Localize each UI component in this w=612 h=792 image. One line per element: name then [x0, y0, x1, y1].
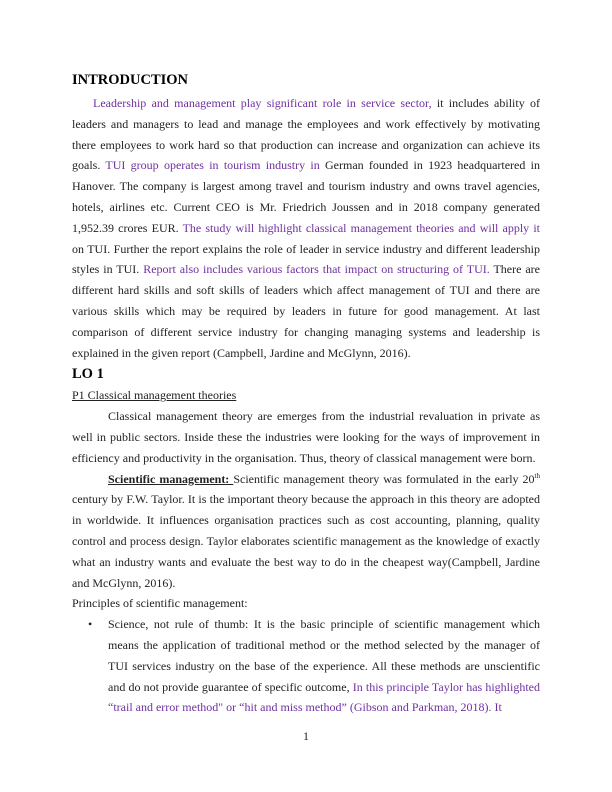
superscript: th	[534, 471, 540, 480]
bullet-icon: •	[88, 617, 93, 632]
highlighted-text: Report also includes various factors that impact on structuring of TUI.	[143, 262, 490, 277]
list-item	[72, 614, 540, 718]
principles-list	[72, 614, 540, 718]
body-text: Science, not rule of thumb: It is the basic principle of scientific management which means the application of traditional method or the method selected by the manager of TUI services industry on the base of the experience. All these methods are unscientific and do not provide guarantee of specific outcome,	[108, 617, 540, 694]
p1-subheading: P1 Classical management theories	[72, 388, 237, 403]
body-text: German founded in 1923 headquartered in Hanover. The company is largest among travel and tourism industry and owns travel agencies, hotels, airlines etc. Current CEO is Mr. Friedrich Joussen and in 2018 company generated 1,952.39 crores EUR.	[72, 158, 540, 235]
lo1-heading: LO 1	[72, 366, 104, 383]
highlighted-text: TUI group operates in tourism industry in	[105, 158, 320, 173]
body-text: century by F.W. Taylor. It is the important theory because the approach in this theory are adopted in worldwide. It influences organisation practices such as cost accounting, planning, quality control and process design. Taylor elaborates scientific management as the knowledge of exactly what an industry wants and evaluate the best way to do in the cheapest way(Campbell, Jardine and McGlynn, 2016).	[72, 492, 540, 590]
highlighted-text: In this principle Taylor has highlighted “trail and error method" or “hit and miss method” (Gibson and Parkman, 2018). It	[108, 679, 540, 715]
body-text: There are different hard skills and soft skills of leaders which affect management of TUI and there are various skills which may be required by leaders in future for good management. At last comparison of different service industry for changing managing systems and leadership is explained in the given report (Campbell, Jardine and McGlynn, 2016).	[72, 262, 540, 360]
scientific-management-paragraph	[72, 469, 540, 594]
page-content	[72, 71, 540, 718]
classical-management-paragraph: Classical management theory are emerges from the industrial revaluation in private as well in public sectors. Inside these the industries were looking for the ways of improvement in efficiency and productivity in the organisation. Thus, theory of classical management were born.	[72, 409, 540, 465]
body-text: on TUI. Further the report explains the role of leader in service industry and different leadership styles in TUI.	[72, 241, 540, 277]
introduction-paragraph	[72, 93, 540, 363]
body-text: it includes ability of leaders and managers to lead and manage the employees and work effectively by motivating there employees to work hard so that production can increase and organization can achieve its goals.	[72, 96, 540, 173]
highlighted-text: The study will highlight classical management theories and will apply it	[182, 220, 540, 235]
page-number: 1	[303, 729, 309, 743]
scientific-management-label: Scientific management:	[108, 471, 234, 486]
body-text: Scientific management theory was formulated in the early 20	[233, 471, 535, 486]
introduction-heading: INTRODUCTION	[72, 72, 189, 88]
principles-title: Principles of scientific management:	[72, 596, 248, 611]
highlighted-text: Leadership and management play significant role in service sector,	[93, 96, 432, 110]
